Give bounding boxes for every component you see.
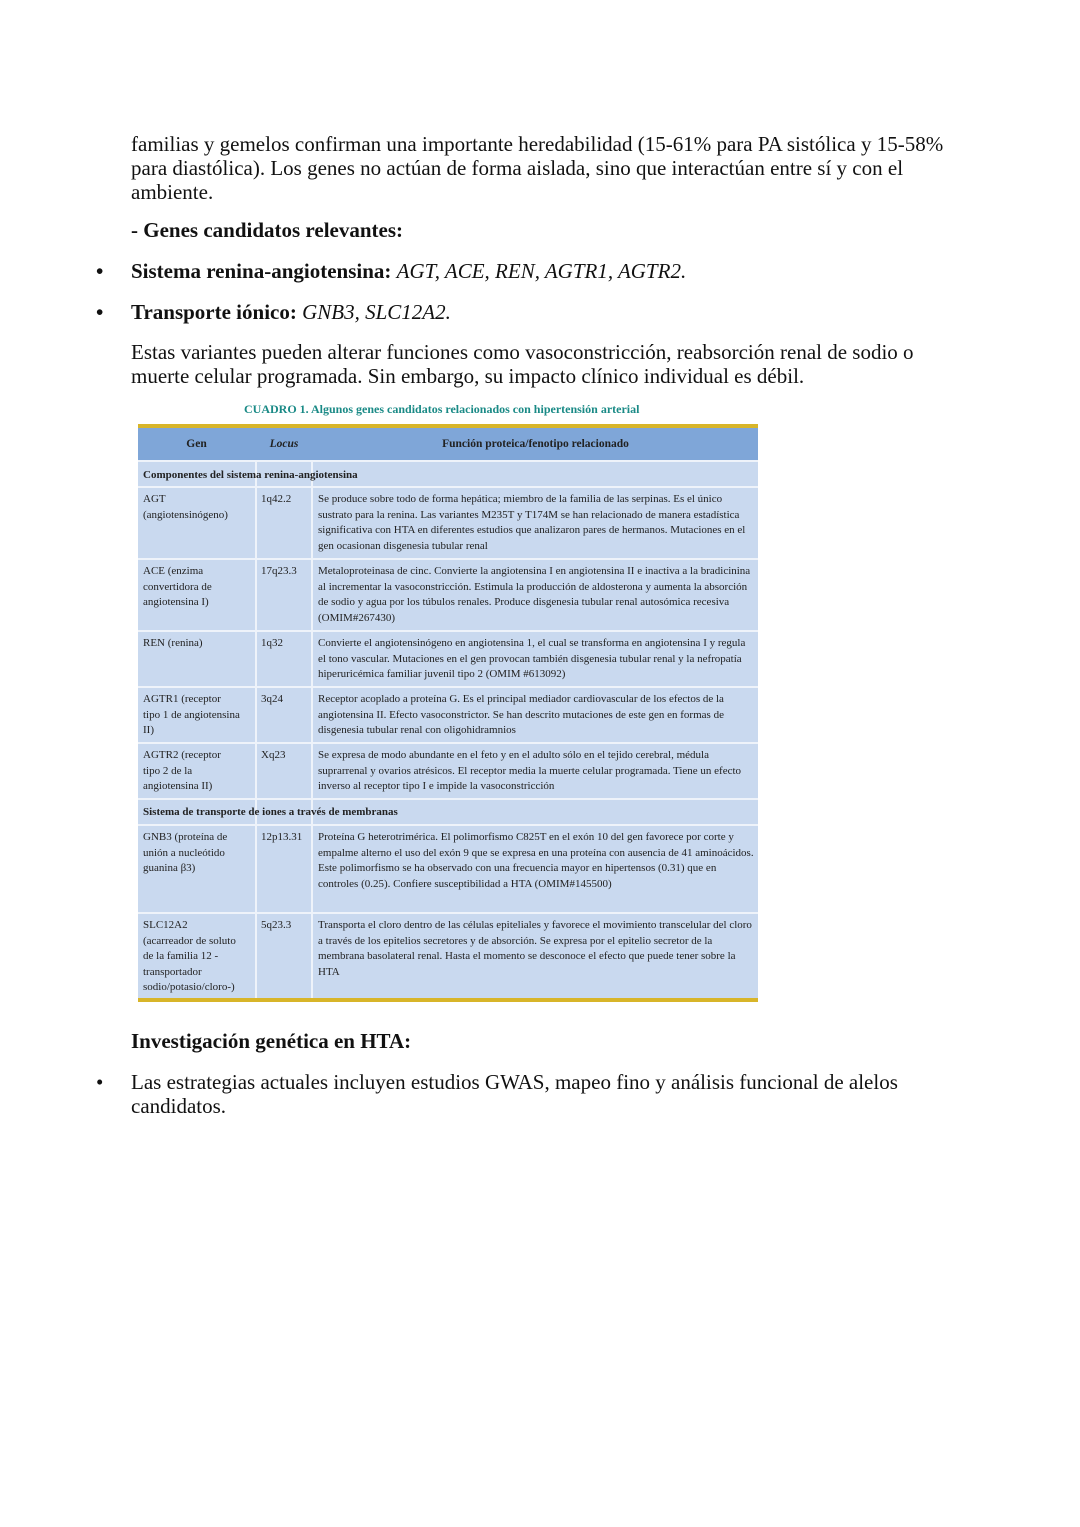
bullet-text: Las estrategias actuales incluyen estudios GWAS, mapeo fino y análisis funcional de alelos candidatos. [131, 1070, 898, 1118]
table-caption: CUADRO 1. Algunos genes candidatos relacionados con hipertensión arterial [244, 402, 640, 416]
section-title: Componentes del sistema renina-angiotensina [143, 469, 358, 481]
col-header-function: Función proteica/fenotipo relacionado [442, 438, 629, 450]
row-divider [138, 912, 758, 914]
cell-locus: Xq23 [261, 749, 286, 761]
table-header-row [138, 428, 758, 460]
row-divider [138, 486, 758, 488]
cell-function: Convierte el angiotensinógeno en angiotensina 1, el cual se transforma en angiotensina I y regula el tono vascular. Mutaciones en el gen provocan también disgenesia tubular renal y la nefropatía hiperuricémica familiar juvenil tipo 2 (OMIM #613092) [318, 637, 746, 680]
cell-gene: GNB3 (proteína de unión a nucleótido guanina β3) [143, 831, 228, 874]
row-divider [138, 686, 758, 688]
cell-gene: AGTR2 (receptor tipo 2 de la angiotensina II) [143, 749, 221, 792]
genes-table [138, 424, 758, 1002]
cell-locus: 17q23.3 [261, 565, 297, 577]
cell-locus: 1q32 [261, 637, 283, 649]
cell-gene: AGTR1 (receptor tipo 1 de angiotensina II) [143, 693, 240, 736]
bullet-label: Transporte iónico: [131, 300, 297, 324]
intro-paragraph: familias y gemelos confirman una importante heredabilidad (15-61% para PA sistólica y 15-58% para diastólica). Los genes no actúan de forma aislada, sino que interactúan entre sí y con el ambiente. [131, 132, 944, 204]
row-divider [138, 558, 758, 560]
section-title: Sistema de transporte de iones a través de membranas [143, 806, 398, 818]
cell-function: Se expresa de modo abundante en el feto y en el adulto sólo en el tejido cerebral, médula suprarrenal y ovarios atrésicos. El receptor media la muerte celular programada. Tiene un efecto inverso al receptor tipo I e impide la vasoconstricción [318, 749, 742, 792]
col-header-locus: Locus [269, 438, 299, 450]
column-divider [255, 460, 257, 998]
bullet-icon: • [96, 1070, 104, 1094]
bullet-label: Sistema renina-angiotensina: [131, 259, 392, 283]
gene-list: GNB3, SLC12A2. [302, 300, 451, 324]
cell-gene: REN (renina) [143, 637, 203, 649]
cell-gene: AGT (angiotensinógeno) [143, 493, 228, 521]
column-divider [311, 460, 313, 998]
candidates-heading: - Genes candidatos relevantes: [131, 218, 404, 242]
cell-gene: ACE (enzima convertidora de angiotensina I) [143, 565, 212, 608]
row-divider [138, 460, 758, 462]
row-divider [138, 630, 758, 632]
cell-function: Proteína G heterotrimérica. El polimorfismo C825T en el exón 10 del gen favorece por corte y empalme alterno el uso del exón 9 que se expresa en una proteína con ausencia de 41 aminoácidos. Este polimorfismo se ha observado con una frecuencia mayor en hipertensos (0.31) que en controles (0.25). Confiere susceptibilidad a HTA (OMIM#145500) [318, 831, 754, 890]
row-divider [138, 798, 758, 800]
cell-locus: 3q24 [261, 693, 283, 705]
cell-locus: 1q42.2 [261, 493, 292, 505]
bullet-text [131, 259, 951, 283]
row-divider [138, 742, 758, 744]
bullet-text [131, 300, 951, 324]
cell-function: Transporta el cloro dentro de las células epiteliales y favorece el movimiento transcelular del cloro a través de los epitelios secretores y de absorción. Se expresa por el epitelio secretor de la membrana basolateral renal. Hasta el momento se desconoce el efecto que puede tener sobre la HTA [318, 919, 752, 978]
bullet-icon: • [96, 300, 104, 324]
research-heading: Investigación genética en HTA: [131, 1029, 412, 1053]
variants-note: Estas variantes pueden alterar funciones como vasoconstricción, reabsorción renal de sodio o muerte celular programada. Sin embargo, su impacto clínico individual es débil. [131, 340, 914, 388]
cell-function: Receptor acoplado a proteína G. Es el principal mediador cardiovascular de los efectos de la angiotensina II. Efecto vasoconstrictor. Se han descrito mutaciones de este gen en formas de disgenesia tubular renal con oligohidramnios [318, 693, 724, 736]
cell-locus: 12p13.31 [261, 831, 303, 843]
bullet-icon: • [96, 259, 104, 283]
gene-list: AGT, ACE, REN, AGTR1, AGTR2. [396, 259, 687, 283]
cell-locus: 5q23.3 [261, 919, 292, 931]
cell-gene: SLC12A2 (acarreador de soluto de la familia 12 - transportador sodio/potasio/cloro-) [143, 919, 236, 993]
cell-function: Metaloproteinasa de cinc. Convierte la angiotensina I en angiotensina II e inactiva a la bradicinina al incrementar la vasoconstricción. Estimula la producción de aldosterona y aumenta la absorción de sodio y agua por los túbulos renales. Produce disgenesia tubular renal autosómica recesiva (OMIM#267430) [318, 565, 751, 624]
col-header-gen: Gen [186, 438, 207, 450]
row-divider [138, 824, 758, 826]
cell-function: Se produce sobre todo de forma hepática; miembro de la familia de las serpinas. Es el único sustrato para la renina. Las variantes M235T y T174M se han relacionado de manera estadística significativa con HTA en diferentes estudios que analizaron pares de hermanos. Mutaciones en el gen ocasionan disgenesia tubular renal [318, 493, 746, 552]
